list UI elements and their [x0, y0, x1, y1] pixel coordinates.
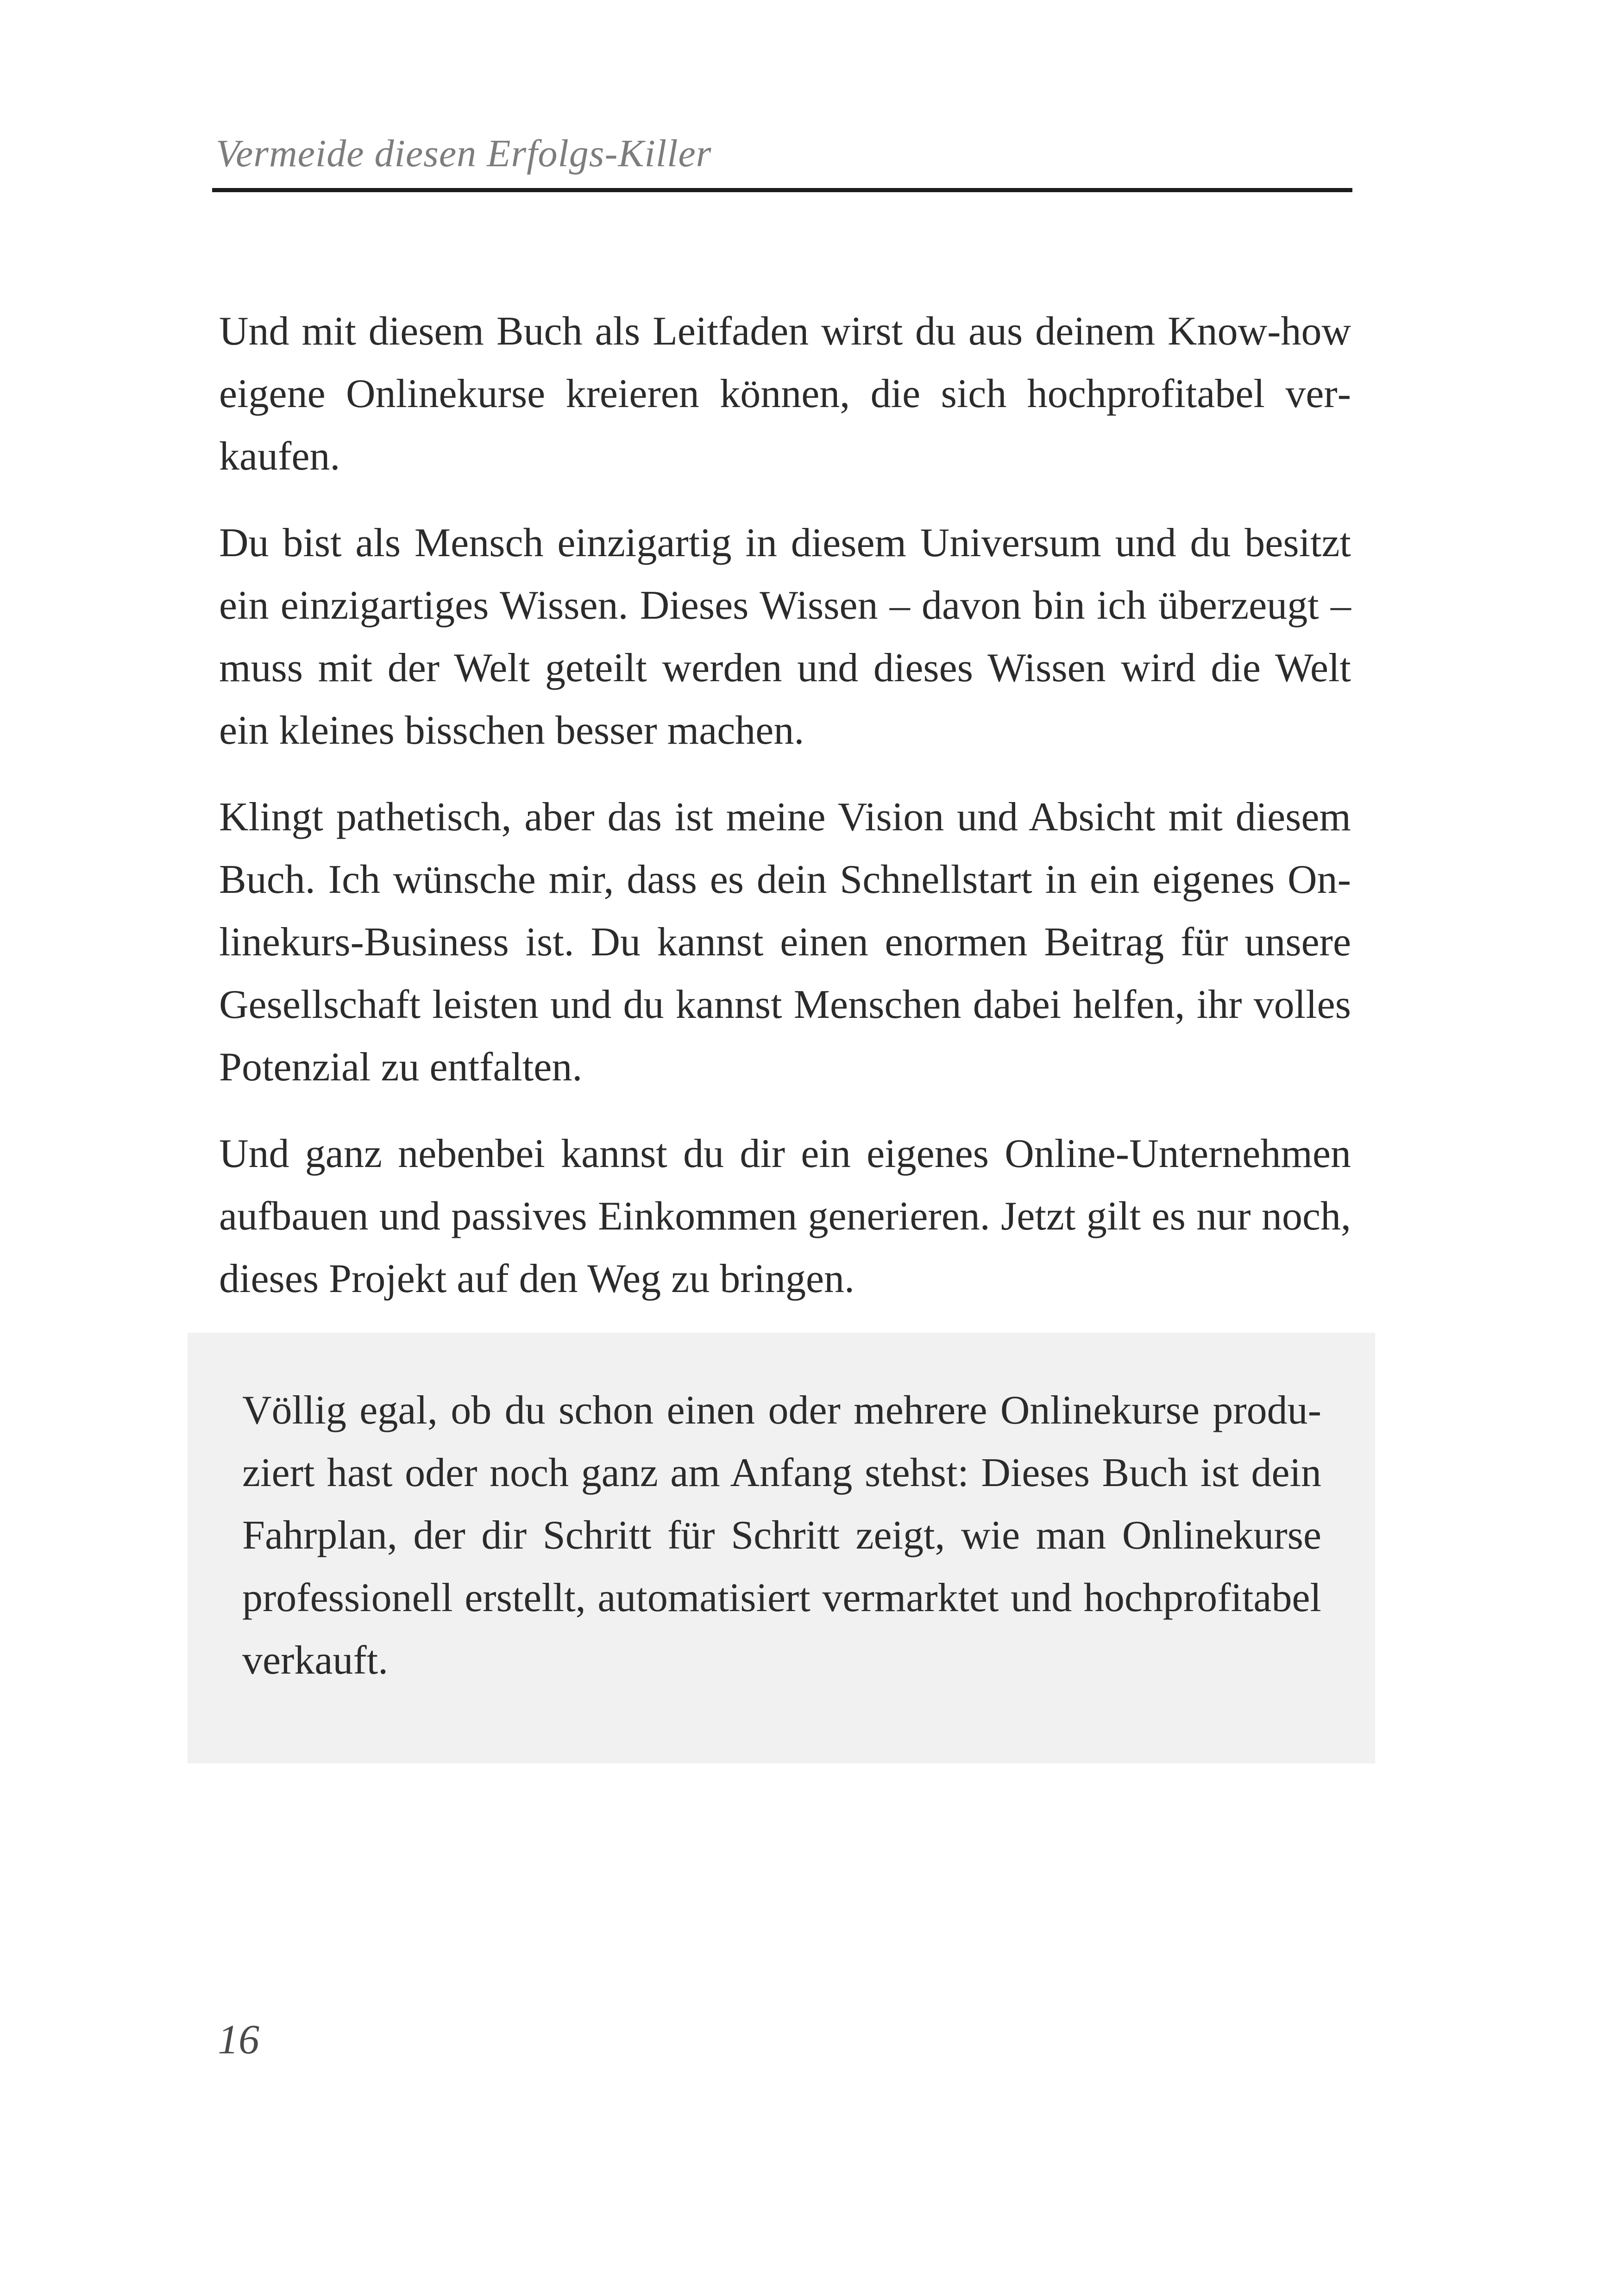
- header-rule: [212, 188, 1352, 192]
- page-number: 16: [218, 2017, 259, 2063]
- highlight-box-text: Völlig egal, ob du schon einen oder mehrere Onlinekurse produziert hast oder noch ganz am Anfang stehst: Dieses Buch ist dein Fahrplan, der dir Schritt für Schritt zeigt, wie man Onlinekurse professionell erstellt, automatisiert vermarktet und hochprofitabel verkauft.: [242, 1388, 1321, 1683]
- body-text: [219, 300, 1351, 1334]
- paragraph-1: Und mit diesem Buch als Leitfaden wirst du aus deinem Know-how eigene Onlinekurse kreieren können, die sich hochprofitabel verkaufen.: [219, 309, 1351, 479]
- paragraph-2: Du bist als Mensch einzigartig in diesem Universum und du besitzt ein einzigartiges Wissen. Dieses Wissen – davon bin ich überzeugt – muss mit der Welt geteilt werden und dieses Wissen wird die Welt ein kleines bisschen besser machen.: [219, 521, 1351, 753]
- paragraph-4: Und ganz nebenbei kannst du dir ein eigenes Online-Unternehmen aufbauen und passives Einkommen generieren. Jetzt gilt es nur noch, dieses Projekt auf den Weg zu bringen.: [219, 1131, 1351, 1301]
- running-header-title: Vermeide diesen Erfolgs-Killer: [216, 132, 712, 175]
- highlight-box: [188, 1333, 1375, 1763]
- paragraph-3: Klingt pathetisch, aber das ist meine Vision und Absicht mit diesem Buch. Ich wünsche mir, dass es dein Schnellstart in ein eigenes Onlinekurs-Business ist. Du kannst einen enormen Beitrag für unsere Gesellschaft leisten und du kannst Menschen dabei helfen, ihr volles Potenzial zu entfalten.: [219, 795, 1351, 1090]
